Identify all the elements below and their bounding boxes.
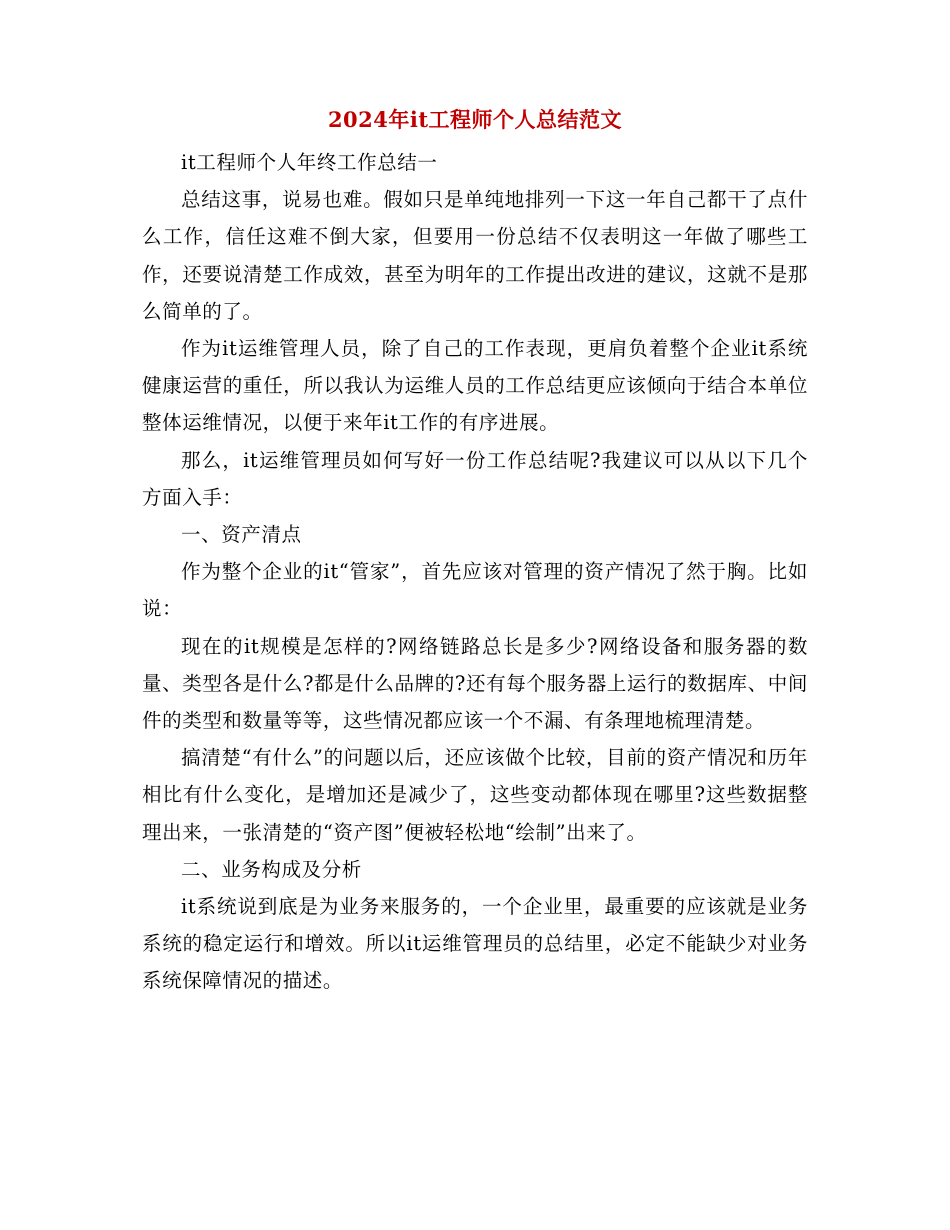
paragraph-assets-compare: 搞清楚“有什么”的问题以后，还应该做个比较，目前的资产情况和历年相比有什么变化，是增加还是减少了，这些变动都体现在哪里?这些数据整理出来，一张清楚的“资产图”便被轻松地“绘制”出来了。 bbox=[142, 746, 808, 844]
document-title: 2024年it工程师个人总结范文 bbox=[327, 107, 623, 132]
paragraph-assets-questions: 现在的it规模是怎样的?网络链路总长是多少?网络设备和服务器的数量、类型各是什么?都是什么品牌的?还有每个服务器上运行的数据库、中间件的类型和数量等等，这些情况都应该一个不漏、有条理地梳理清楚。 bbox=[142, 634, 808, 733]
paragraph-subtitle: it工程师个人年终工作总结一 bbox=[181, 151, 438, 174]
section-heading-assets: 一、资产清点 bbox=[181, 523, 302, 547]
paragraph-assets-intro: 作为整个企业的it“管家”，首先应该对管理的资产情况了然于胸。比如说： bbox=[142, 560, 808, 621]
paragraph-intro: 总结这事，说易也难。假如只是单纯地排列一下这一年自己都干了点什么工作，信任这难不倒大家，但要用一份总结不仅表明这一年做了哪些工作，还要说清楚工作成效，甚至为明年的工作提出改进的建议，这就不是那么简单的了。 bbox=[142, 188, 808, 323]
section-heading-business: 二、业务构成及分析 bbox=[181, 857, 362, 881]
paragraph-role: 作为it运维管理人员，除了自己的工作表现，更肩负着整个企业it系统健康运营的重任，所以我认为运维人员的工作总结更应该倾向于结合本单位整体运维情况，以便于来年it工作的有序进展。 bbox=[142, 337, 808, 435]
paragraph-business: it系统说到底是为业务来服务的，一个企业里，最重要的应该就是业务系统的稳定运行和增效。所以it运维管理员的总结里，必定不能缺少对业务系统保障情况的描述。 bbox=[142, 895, 808, 993]
paragraph-how-to: 那么，it运维管理员如何写好一份工作总结呢?我建议可以从以下几个方面入手： bbox=[142, 448, 808, 509]
document-page bbox=[142, 104, 808, 1000]
